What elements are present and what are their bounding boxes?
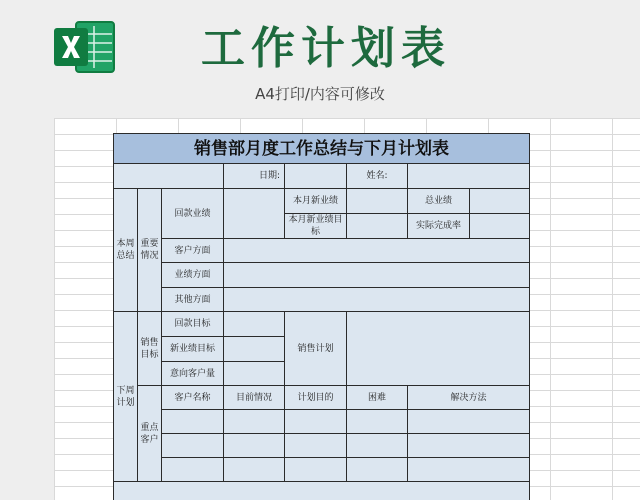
other-aspect-field[interactable] bbox=[224, 288, 530, 312]
customer-cell[interactable] bbox=[347, 434, 408, 458]
key-customers-label: 重点客户 bbox=[138, 386, 162, 482]
customer-cell[interactable] bbox=[347, 410, 408, 434]
customer-cell[interactable] bbox=[408, 458, 530, 482]
spacer-cell bbox=[114, 164, 224, 189]
customer-cell[interactable] bbox=[162, 434, 224, 458]
total-performance-field[interactable] bbox=[470, 189, 530, 214]
customer-cell[interactable] bbox=[285, 434, 347, 458]
new-target-field[interactable] bbox=[347, 214, 408, 239]
customer-aspect-field[interactable] bbox=[224, 239, 530, 263]
new-target-label: 本月新业绩目标 bbox=[285, 214, 347, 239]
key-situation-label: 重要情况 bbox=[138, 189, 162, 312]
column-header: 计划目的 bbox=[285, 386, 347, 410]
column-header: 困难 bbox=[347, 386, 408, 410]
new-target-next-field[interactable] bbox=[224, 337, 285, 362]
excel-icon bbox=[54, 18, 116, 76]
spreadsheet-grid bbox=[54, 118, 640, 500]
sales-target-label: 销售目标 bbox=[138, 312, 162, 386]
column-header: 客户名称 bbox=[162, 386, 224, 410]
actual-rate-field[interactable] bbox=[470, 214, 530, 239]
new-performance-field[interactable] bbox=[347, 189, 408, 214]
next-week-label: 下周计划 bbox=[114, 312, 138, 482]
date-label: 日期: bbox=[224, 164, 285, 189]
total-performance-label: 总业绩 bbox=[408, 189, 470, 214]
form-title: 销售部月度工作总结与下月计划表 bbox=[114, 134, 530, 164]
sales-plan-field[interactable] bbox=[347, 312, 530, 386]
customer-cell[interactable] bbox=[162, 458, 224, 482]
customer-cell[interactable] bbox=[285, 458, 347, 482]
column-header: 目前情况 bbox=[224, 386, 285, 410]
customer-cell[interactable] bbox=[285, 410, 347, 434]
collection-performance-label: 回款业绩 bbox=[162, 189, 224, 239]
page-title: 工作计划表 bbox=[201, 23, 451, 74]
intended-customers-field[interactable] bbox=[224, 362, 285, 386]
intended-customers-label: 意向客户量 bbox=[162, 362, 224, 386]
customer-cell[interactable] bbox=[408, 434, 530, 458]
sales-plan-label: 销售计划 bbox=[285, 312, 347, 386]
collection-target-field[interactable] bbox=[224, 312, 285, 337]
plan-table bbox=[113, 133, 530, 500]
customer-aspect-label: 客户方面 bbox=[162, 239, 224, 263]
new-target-next-label: 新业绩目标 bbox=[162, 337, 224, 362]
customer-cell[interactable] bbox=[347, 458, 408, 482]
collection-performance-field[interactable] bbox=[224, 189, 285, 239]
customer-cell[interactable] bbox=[224, 410, 285, 434]
name-label: 姓名: bbox=[347, 164, 408, 189]
actual-rate-label: 实际完成率 bbox=[408, 214, 470, 239]
collection-target-label: 回款目标 bbox=[162, 312, 224, 337]
new-performance-label: 本月新业绩 bbox=[285, 189, 347, 214]
footer-field[interactable] bbox=[114, 482, 530, 500]
performance-aspect-label: 业绩方面 bbox=[162, 263, 224, 288]
customer-cell[interactable] bbox=[162, 410, 224, 434]
name-field[interactable] bbox=[408, 164, 530, 189]
customer-cell[interactable] bbox=[224, 458, 285, 482]
performance-aspect-field[interactable] bbox=[224, 263, 530, 288]
date-field[interactable] bbox=[285, 164, 347, 189]
customer-cell[interactable] bbox=[408, 410, 530, 434]
this-week-label: 本周总结 bbox=[114, 189, 138, 312]
page-subtitle: A4打印/内容可修改 bbox=[255, 85, 385, 103]
other-aspect-label: 其他方面 bbox=[162, 288, 224, 312]
column-header: 解决方法 bbox=[408, 386, 530, 410]
customer-cell[interactable] bbox=[224, 434, 285, 458]
page-header bbox=[0, 0, 640, 118]
